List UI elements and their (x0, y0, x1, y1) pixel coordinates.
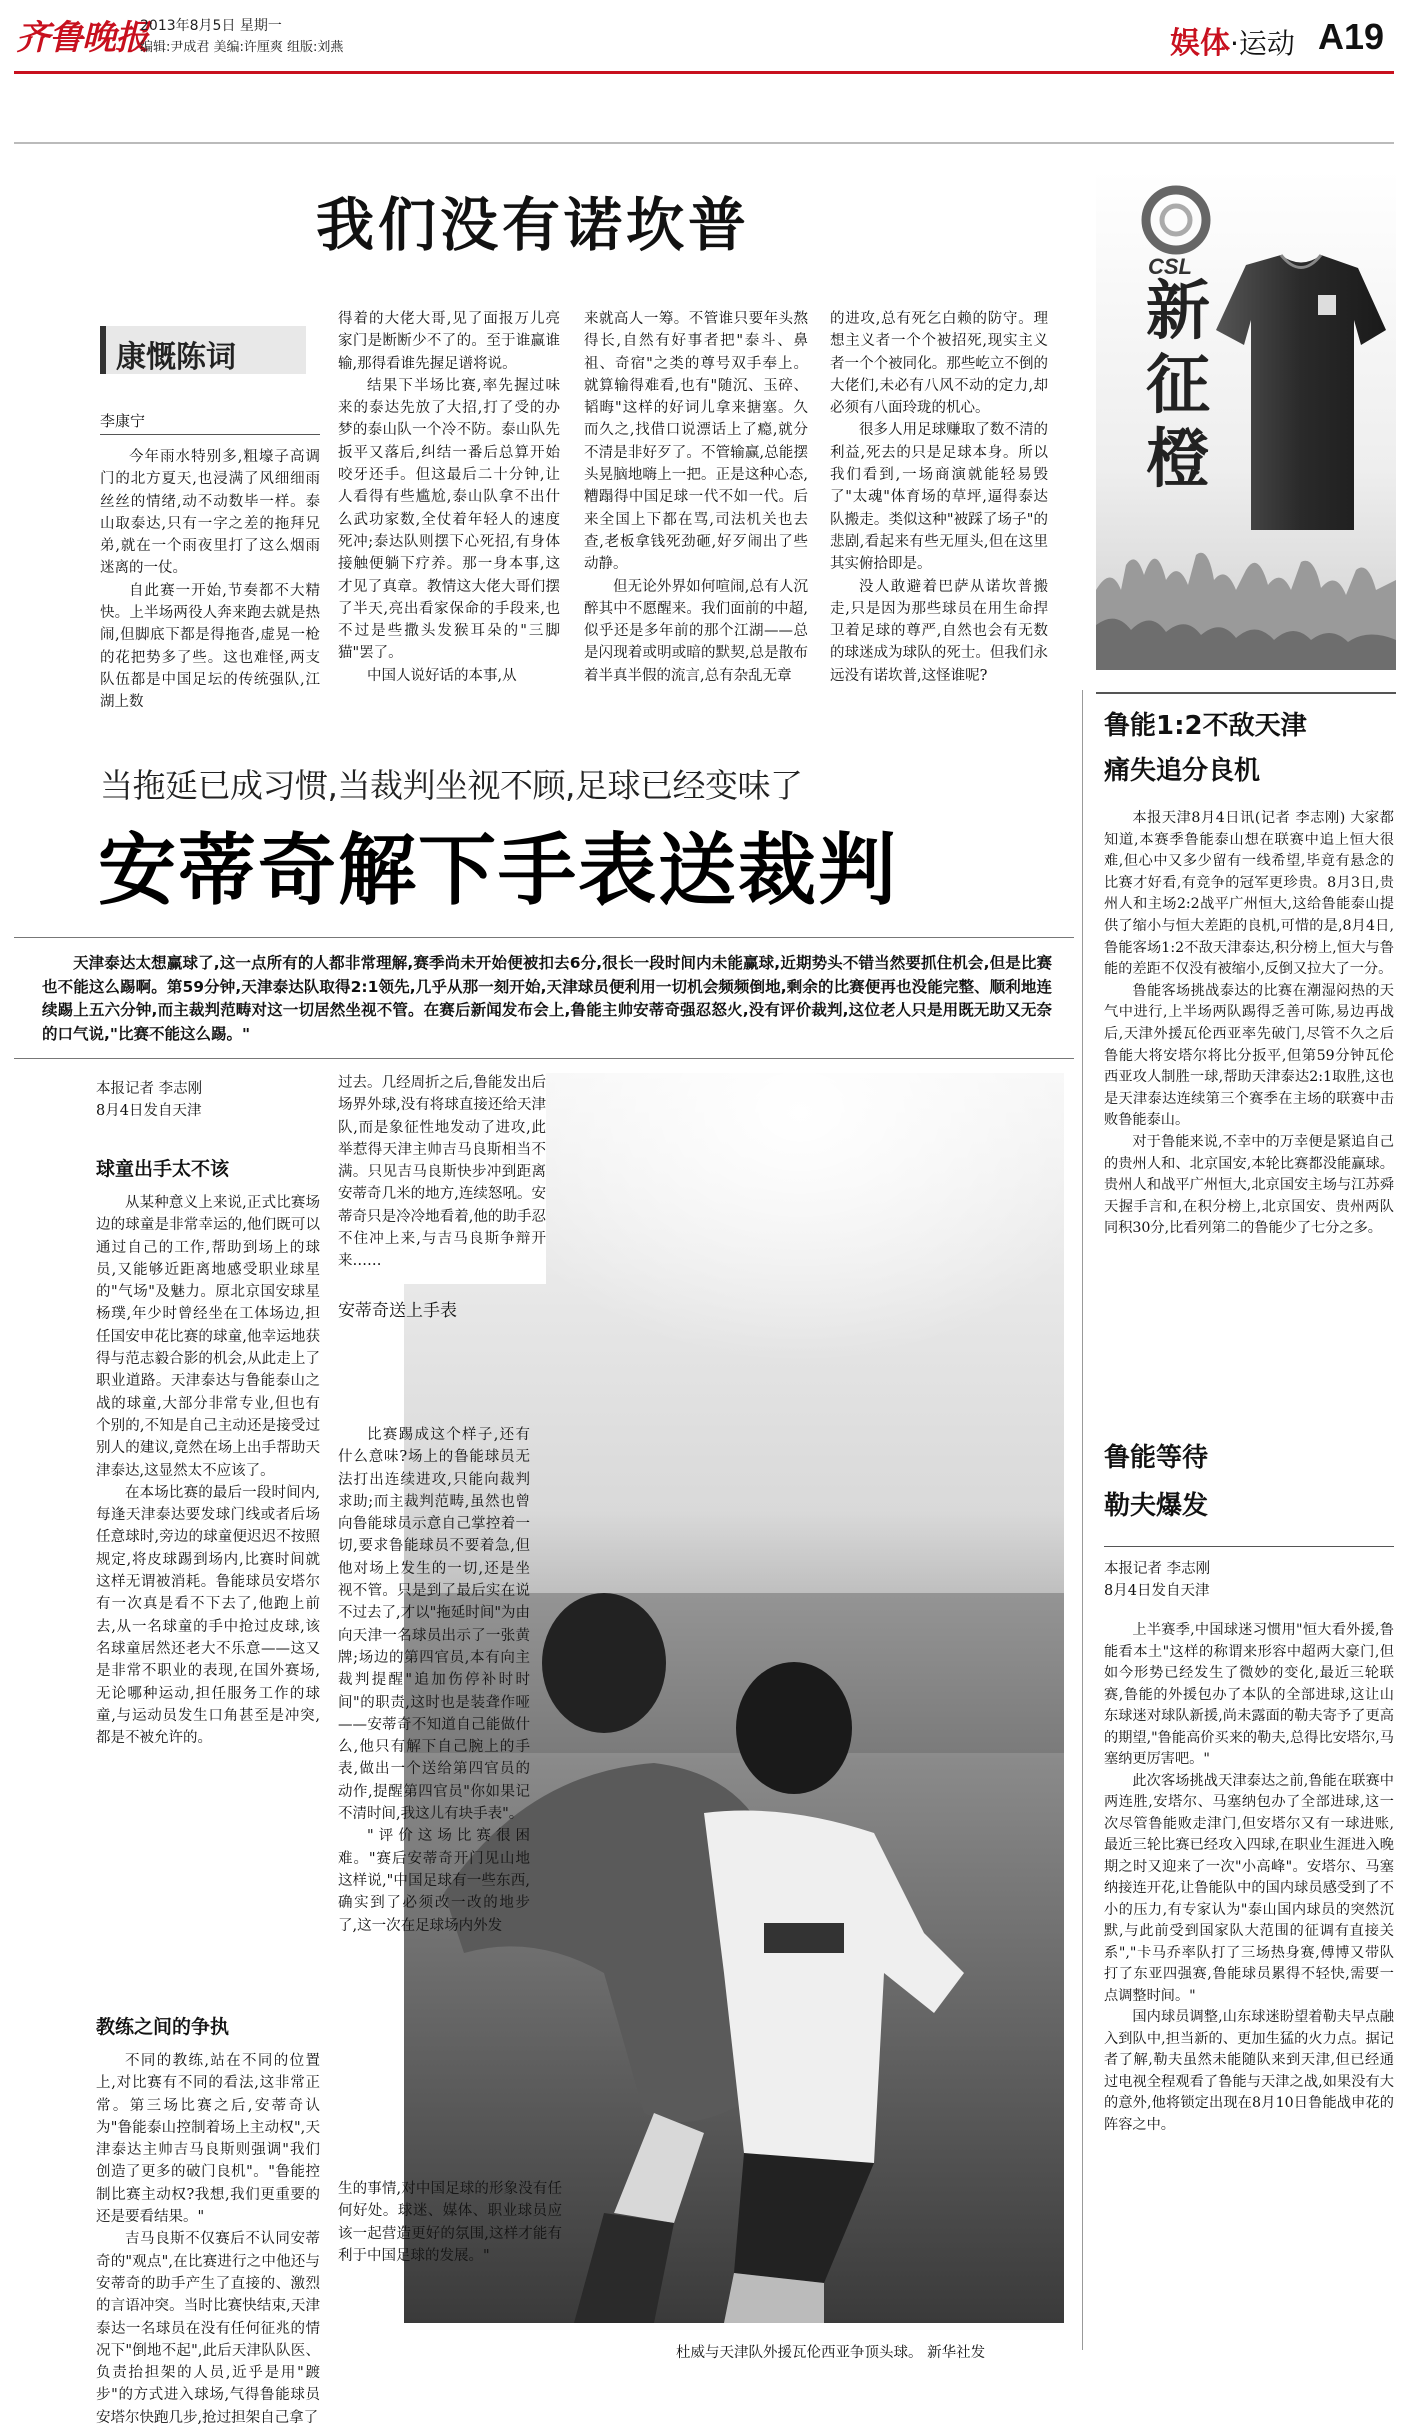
column-divider (1082, 690, 1083, 2350)
headline-rule (14, 937, 1074, 938)
paragraph: 在本场比赛的最后一段时间内,每逢天津泰达要发球门线或者后场任意球时,旁边的球童便迟迟不按照规定,将皮球踢到场内,比赛时间就这样无谓被消耗。鲁能球员安塔尔有一次真是看不下去了,他跑上前去,从一名球童的手中抢过皮球,该名球童居然还老大不乐意——这又是非常不职业的表现,在国外赛场,无论哪种运动,担任服务工作的球童,与运动员发生口角甚至是冲突,都是不被允许的。 (96, 1484, 320, 1747)
main-dateline: 8月4日发自天津 (96, 1103, 202, 1119)
paragraph: 过去。几经周折之后,鲁能发出后场界外球,没有将球直接还给天津队,而是象征性地发动了进攻,此举惹得天津主帅吉马良斯相当不满。只见吉马良斯快步冲到距离安蒂奇几米的地方,连续怒吼。安蒂奇只是冷冷地看着,他的助手忍不住冲上来,与吉马良斯争辩开来…… (338, 1075, 546, 1270)
sidebar2-title (1104, 1434, 1394, 1530)
column-text-col1 (100, 446, 320, 711)
main-col-a-part1 (96, 1192, 320, 2006)
paragraph: 中国人说好话的本事,从 (367, 667, 517, 684)
column-label-badge (100, 326, 306, 374)
masthead (0, 0, 1409, 80)
paragraph: 从某种意义上来说,正式比赛场边的球童是非常幸运的,他们既可以通过自己的工作,帮助到场上的球员,又能够近距离地感受职业球星的"气场"及魅力。原北京国安球星杨璞,年少时曾经坐在工体场边,担任国安申花比赛的球童,他幸运地获得与范志毅合影的机会,从此走上了职业道路。天津泰达与鲁能泰山之战的球童,大部分非常专业,但也有个别的,不知是自己主动还是接受过别人的建议,竟然在场上出手帮助天津泰达,这显然太不应该了。 (96, 1195, 320, 1479)
masthead-rule (14, 71, 1394, 74)
paragraph: "评价这场比赛很困难。"赛后安蒂奇开门见山地这样说,"中国足球有一些东西,确实到了必须改一改的地步了,这一次在足球场内外发 (338, 1828, 530, 1934)
column-text-col3 (584, 308, 808, 708)
csl-promo (1096, 170, 1396, 670)
paragraph: 的进攻,总有死乞白赖的防守。理想主义者一个个被招死,现实主义者一个个被同化。那些屹立不倒的大佬们,未必有八风不动的定力,却必须有八面玲珑的机心。 (830, 311, 1048, 417)
paragraph: 不同的教练,站在不同的位置上,对比赛有不同的看法,这非常正常。第三场比赛之后,安蒂奇认为"鲁能泰山控制着场上主动权",天津泰达主帅吉马良斯则强调"我们创造了更多的破门良机"。"鲁能控制比赛主动权?我想,我们更重要的还是要看结果。" (96, 2053, 320, 2226)
section-sub: ·运动 (1230, 27, 1295, 60)
paragraph: 上半赛季,中国球迷习惯用"恒大看外援,鲁能看本土"这样的称谓来形容中超两大豪门,但如今形势已经发生了微妙的变化,最近三轮联赛,鲁能的外援包办了本队的全部进球,这让山东球迷对球队新援,尚未露面的勒夫寄予了更高的期望,"鲁能高价买来的勒夫,总得比安塔尔,马塞纳更厉害吧。" (1104, 1622, 1394, 1767)
sidebar2-rule (1104, 1546, 1394, 1547)
main-col-b-part2 (338, 1424, 530, 2102)
sidebar1-body (1104, 808, 1394, 1412)
sidebar2-dateline: 8月4日发自天津 (1104, 1583, 1210, 1599)
paragraph: 吉马良斯不仅赛后不认同安蒂奇的"观点",在比赛进行之中他还与安蒂奇的助手产生了直接的、激烈的言语冲突。当时比赛快结束,天津泰达一名球员在没有任何征兆的情况下"倒地不起",此后天津队队医、负责抬担架的人员,近乎是用"踱步"的方式进入球场,气得鲁能球员安塔尔快跑几步,抢过担架自己拿了 (96, 2231, 320, 2426)
main-reporter: 本报记者 李志刚 (96, 1081, 203, 1097)
paragraph: 但无论外界如何喧闹,总有人沉醉其中不愿醒来。我们面前的中超,似乎还是多年前的那个江湖——总是闪现着或明或暗的默契,总是散布着半真半假的流言,总有杂乱无章 (584, 578, 808, 684)
article-kicker: 当拖延已成习惯,当裁判坐视不顾,足球已经变味了 (100, 766, 803, 805)
paragraph: 结果下半场比赛,率先握过味来的泰达先放了大招,打了受的办梦的泰山队一个冷不防。泰山队先扳平又落后,纠结一番后总算开始咬牙还手。但这最后二十分钟,让人看得有些尴尬,泰山队拿不出什么武功家数,全仗着年轻人的速度死冲;泰达队则摆下心死招,有身体接触便躺下疗养。那一身本事,这才见了真章。教情这大佬大哥们摆了半天,亮出看家保命的手段来,也不过是些撒头发猴耳朵的"三脚猫"罢了。 (338, 377, 560, 662)
sidebar1-title-line2: 痛失追分良机 (1104, 756, 1261, 786)
column-label: 康慨陈词 (116, 340, 236, 375)
newspaper-logo: 齐鲁晚报 (16, 18, 148, 58)
article-lead: 天津泰达太想赢球了,这一点所有的人都非常理解,赛季尚未开始便被扣去6分,很长一段时间内未能赢球,近期势头不错当然要抓住机会,但是比赛也不能这么踢啊。第59分钟,天津泰达队取得2:1领先,几乎从那一刻开始,天津球员便利用一切机会频频倒地,剩余的比赛便再也没能完整、顺利地连续踢上五六分钟,而主裁判范畴对这一切居然坐视不管。在赛后新闻发布会上,鲁能主帅安蒂奇强忍怒火,没有评价裁判,这位老人只是用既无助又无奈的口气说,"比赛不能这么踢。" (42, 954, 1052, 1043)
column-author: 李康宁 (100, 412, 146, 430)
column-text-col4 (830, 308, 1048, 708)
main-col-b-part3 (338, 2178, 562, 2334)
subhead-ball-boy: 球童出手太不该 (96, 1158, 230, 1180)
paragraph: 鲁能客场挑战泰达的比赛在潮湿闷热的天气中进行,上半场两队踢得乏善可陈,易边再战后,天津外援瓦伦西亚率先破门,尽管不久之后鲁能大将安塔尔将比分扳平,但第59分钟瓦伦西亚攻人制胜一球,帮助天津泰达2:1取胜,这也是天津泰达连续第三个赛季在主场的联赛中击败鲁能泰山。 (1104, 982, 1394, 1129)
section-main: 娱体 (1170, 26, 1230, 61)
editor-credits: 编辑:尹成君 美编:许厘爽 组版:刘燕 (140, 40, 344, 55)
paragraph: 比赛踢成这个样子,还有什么意味?场上的鲁能球员无法打出连续进攻,只能向裁判求助;而主裁判范畴,虽然也曾向鲁能球员示意自己掌控着一切,要求鲁能球员不要着急,但他对场上发生的一切,还是坐视不管。只是到了最后实在说不过去了,才以"拖延时间"为由向天津一名球员出示了一张黄牌;场边的第四官员,本有向主裁判提醒"追加伤停补时时间"的职责,这时也是装聋作哑——安蒂奇不知道自己能做什么,他只有解下自己腕上的手表,做出一个送给第四官员的动作,提醒第四官员"你如果记不清时间,我这儿有块手表"。 (338, 1427, 530, 1823)
main-col-b-part1 (338, 1072, 546, 1284)
csl-logo-text: CSL (1148, 254, 1192, 279)
paragraph: 本报天津8月4日讯(记者 李志刚) 大家都知道,本赛季鲁能泰山想在联赛中追上恒大很难,但心中又多少留有一线希望,毕竟有悬念的比赛才好看,有竞争的冠军更珍贵。8月3日,贵州人和主场2:2战平广州恒大,这给鲁能泰山提供了缩小与恒大差距的良机,可惜的是,8月4日,鲁能客场1:2不敌天津泰达,积分榜上,恒大与鲁能的差距不仅没有被缩小,反倒又拉大了一分。 (1104, 810, 1394, 978)
divider-top (14, 142, 1394, 144)
article-headline: 安蒂奇解下手表送裁判 (98, 826, 899, 916)
sidebar2-title-line2: 勒夫爆发 (1104, 1491, 1209, 1521)
lead-rule (14, 1058, 1074, 1059)
subhead-watch: 安蒂奇送上手表 (338, 1301, 457, 1321)
paragraph: 得着的大佬大哥,见了面报万儿亮家门是断断少不了的。至于谁赢谁输,那得看谁先握足谱将说。 (338, 311, 560, 372)
sidebar1-title (1104, 704, 1394, 794)
paragraph: 生的事情,对中国足球的形象没有任何好处。球迷、媒体、职业球员应该一起营造更好的氛围,这样才能有利于中国足球的发展。" (338, 2181, 562, 2264)
paragraph: 来就高人一筹。不管谁只要年头熬得长,自然有好事者把"泰斗、鼻祖、奇宿"之类的尊号双手奉上。就算输得难看,也有"随沉、玉碎、韬晦"这样的好词儿拿来搪塞。久而久之,找借口说漂话上了瘾,就分不清是非好歹了。不管输赢,总能摆头晃脑地嗨上一把。正是这种心态,糟蹋得中国足球一代不如一代。后来全国上下都在骂,司法机关也去查,老板拿钱死劲砸,好歹闹出了些动静。 (584, 311, 808, 573)
paragraph: 对于鲁能来说,不幸中的万幸便是紧追自己的贵州人和、北京国安,本轮比赛都没能赢球。贵州人和战平广州恒大,北京国安主场与江苏舜天握手言和,在积分榜上,北京国安、贵州两队同积30分,比看列第二的鲁能少了七分之多。 (1104, 1133, 1394, 1237)
author-rule (100, 434, 320, 435)
promo-big-title: 新征橙 (1146, 275, 1210, 497)
issue-date: 2013年8月5日 星期一 (140, 18, 282, 34)
paragraph: 很多人用足球赚取了数不清的利益,死去的只是足球本身。所以我们看到,一场商演就能轻易毁了"太魂"体育场的草坪,逼得泰达队搬走。类似这种"被踩了场子"的悲剧,看起来有些无厘头,但在这里其实俯拾即是。 (830, 422, 1048, 573)
page-number: A19 (1318, 16, 1385, 57)
main-col-a-part2 (96, 2050, 320, 2426)
column-text-col2 (338, 308, 560, 708)
paragraph: 今年雨水特别多,粗壕子高调门的北方夏天,也浸满了风细细雨丝丝的情绪,动不动数毕一样。泰山取泰达,只有一字之差的拖拜兄弟,就在一个雨夜里打了这么烟雨迷离的一仗。 (100, 449, 320, 577)
sidebar2-body (1104, 1620, 1394, 2344)
photo-caption: 杜威与天津队外援瓦伦西亚争顶头球。 新华社发 (676, 2345, 986, 2361)
subhead-coach-dispute: 教练之间的争执 (96, 2016, 230, 2038)
paragraph: 此次客场挑战天津泰达之前,鲁能在联赛中两连胜,安塔尔、马塞纳包办了全部进球,这一次尽管鲁能败走津门,但安塔尔又有一球进账,最近三轮比赛已经攻入四球,在职业生涯进入晚期之时又迎来了一次"小高峰"。安塔尔、马塞纳接连开花,让鲁能队中的国内球员感受到了不小的压力,有专家认为"泰山国内球员的突然沉默,与此前受到国家队大范围的征调有直接关系","卡马乔率队打了三场热身赛,傅博又带队打了东亚四强赛,鲁能球员累得不轻快,需要一点调整时间。" (1104, 1772, 1394, 2004)
paragraph: 没人敢避着巴萨从诺坎普搬走,只是因为那些球员在用生命捍卫着足球的尊严,自然也会有无数的球迷成为球队的死士。但我们永远没有诺坎普,这怪谁呢? (830, 578, 1048, 684)
sidebar1-title-line1: 鲁能1:2不敌天津 (1104, 711, 1307, 741)
paragraph: 国内球员调整,山东球迷盼望着勒夫早点融入到队中,担当新的、更加生猛的火力点。据记者了解,勒夫虽然未能随队来到天津,但已经通过电视全程观看了鲁能与天津之战,如果没有大的意外,他将锁定出现在8月10日鲁能战申花的阵容之中。 (1104, 2009, 1394, 2133)
main-byline (96, 1078, 202, 1122)
section-name (1170, 18, 1295, 62)
sidebar2-title-line1: 鲁能等待 (1104, 1443, 1209, 1473)
crowd-silhouette-image (1096, 170, 1396, 670)
column-title: 我们没有诺坎普 (316, 191, 751, 259)
sidebar2-byline (1104, 1558, 1210, 1602)
paragraph: 自此赛一开始,节奏都不大精快。上半场两役人奔来跑去就是热闹,但脚底下都是得拖沓,虚晃一枪的花把势多了些。这也难怪,两支队伍都是中国足坛的传统强队,江湖上数 (100, 582, 320, 711)
sidebar2-reporter: 本报记者 李志刚 (1104, 1561, 1211, 1577)
sidebar-divider-top (1096, 692, 1396, 694)
